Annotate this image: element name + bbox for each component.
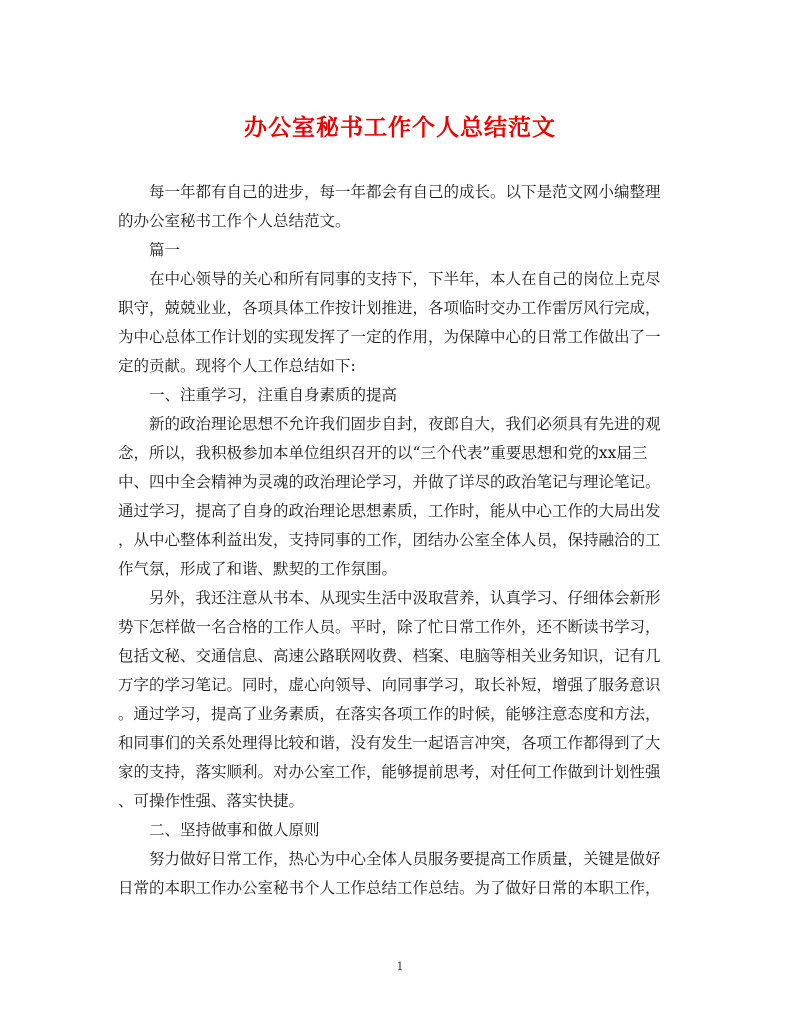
paragraph-line: 努力做好日常工作，热心为中心全体人员服务要提高工作质量，关键是做好 <box>149 850 661 868</box>
document-title: 办公室秘书工作个人总结范文 <box>244 114 556 141</box>
paragraph-line: 每一年都有自己的进步，每一年都会有自己的成长。以下是范文网小编整理 <box>149 183 661 201</box>
paragraph-line: 、可操作性强、落实快捷。 <box>118 792 305 810</box>
paragraph-line: 职守，兢兢业业，各项具体工作按计划推进，各项临时交办工作雷厉风行完成， <box>118 299 661 317</box>
paragraph-line: 念，所以，我积极参加本单位组织召开的以“三个代表”重要思想和党的xx届三 <box>118 444 648 462</box>
paragraph-line: 日常的本职工作办公室秘书个人工作总结工作总结。为了做好日常的本职工作， <box>118 879 661 897</box>
paragraph-line: 作气氛，形成了和谐、默契的工作氛围。 <box>118 560 398 578</box>
paragraph-line: 和同事们的关系处理得比较和谐，没有发生一起语言冲突，各项工作都得到了大 <box>118 734 661 752</box>
page-number: 1 <box>396 960 404 973</box>
paragraph-line: 势下怎样做一名合格的工作人员。平时，除了忙日常工作外，还不断读书学习， <box>118 618 661 636</box>
paragraph-line: 包括文秘、交通信息、高速公路联网收费、档案、电脑等相关业务知识，记有几 <box>118 647 661 665</box>
paragraph-line: 定的贡献。现将个人工作总结如下: <box>118 357 356 375</box>
document-body <box>118 178 678 903</box>
section-label: 篇一 <box>149 241 181 259</box>
paragraph-line: 在中心领导的关心和所有同事的支持下，下半年，本人在自己的岗位上克尽 <box>149 270 661 288</box>
paragraph-line: ，从中心整体利益出发，支持同事的工作，团结办公室全体人员，保持融洽的工 <box>118 531 661 549</box>
paragraph-line: 。通过学习，提高了业务素质，在落实各项工作的时候，能够注意态度和方法， <box>118 705 661 723</box>
paragraph-line: 新的政治理论思想不允许我们固步自封，夜郎自大，我们必须具有先进的观 <box>149 415 661 433</box>
paragraph-line: 为中心总体工作计划的实现发挥了一定的作用，为保障中心的日常工作做出了一 <box>118 328 661 346</box>
paragraph-line: 万字的学习笔记。同时，虚心向领导、向同事学习，取长补短，增强了服务意识 <box>118 676 661 694</box>
paragraph-line: 中、四中全会精神为灵魂的政治理论学习，并做了详尽的政治笔记与理论笔记。 <box>118 473 661 491</box>
paragraph-line: 的办公室秘书工作个人总结范文。 <box>118 212 351 230</box>
paragraph-line: 另外，我还注意从书本、从现实生活中汲取营养，认真学习、仔细体会新形 <box>149 589 661 607</box>
section-heading: 一、注重学习，注重自身素质的提高 <box>149 386 398 404</box>
paragraph-line: 通过学习，提高了自身的政治理论思想素质，工作时，能从中心工作的大局出发 <box>118 502 661 520</box>
paragraph-line: 家的支持，落实顺利。对办公室工作，能够提前思考，对任何工作做到计划性强 <box>118 763 661 781</box>
section-heading: 二、坚持做事和做人原则 <box>149 821 320 839</box>
